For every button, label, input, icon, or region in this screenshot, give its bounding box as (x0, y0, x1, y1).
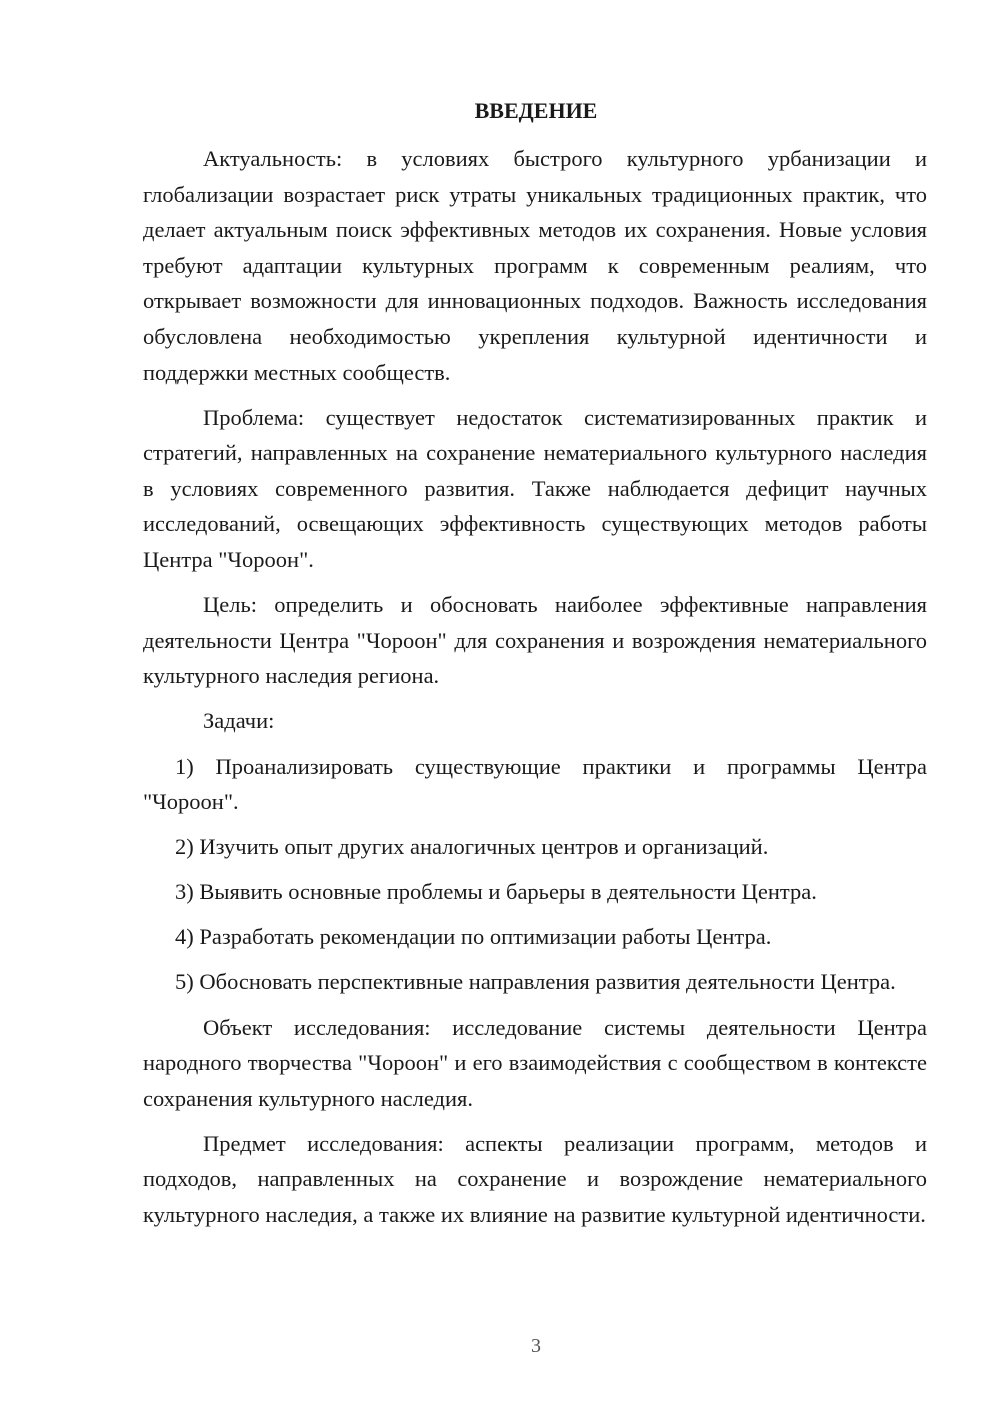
task-item: 4) Разработать рекомендации по оптимизации работы Центра. (175, 924, 772, 950)
task-item: 3) Выявить основные проблемы и барьеры в деятельности Центра. (175, 879, 817, 905)
task-item: 1) Проанализировать существующие практики и программы Центра "Чороон". (143, 753, 927, 815)
tasks-label: Задачи: (203, 708, 275, 734)
subject-paragraph: Предмет исследования: аспекты реализации программ, методов и подходов, направленных на сохранение и возрождение нематериального культурного наследия, а также их влияние на развитие культурной идентичности. (143, 1130, 927, 1228)
task-item: 5) Обосновать перспективные направления развития деятельности Центра. (175, 969, 896, 995)
task-item: 2) Изучить опыт других аналогичных центров и организаций. (175, 834, 769, 860)
object-paragraph: Объект исследования: исследование системы деятельности Центра народного творчества "Чороон" и его взаимодействия с сообществом в контексте сохранения культурного наследия. (143, 1014, 927, 1111)
problem-paragraph: Проблема: существует недостаток систематизированных практик и стратегий, направленных на сохранение нематериального культурного наследия в условиях современного развития. Также наблюдается дефицит научных исследований, освещающих эффективность существующих методов работы Центра "Чороон". (143, 404, 927, 573)
page-number: 3 (531, 1335, 541, 1357)
body-text (143, 141, 927, 1233)
relevance-paragraph: Актуальность: в условиях быстрого культурного урбанизации и глобализации возрастает риск утраты уникальных традиционных практик, что делает актуальным поиск эффективных методов их сохранения. Новые условия требуют адаптации культурных программ к современным реалиям, что открывает возможности для инновационных подходов. Важность исследования обусловлена необходимостью укрепления культурной идентичности и поддержки местных сообществ. (143, 146, 927, 385)
goal-paragraph: Цель: определить и обосновать наиболее эффективные направления деятельности Центра "Чороон" для сохранения и возрождения нематериального культурного наследия региона. (143, 592, 927, 689)
section-heading: ВВЕДЕНИЕ (474, 98, 598, 123)
